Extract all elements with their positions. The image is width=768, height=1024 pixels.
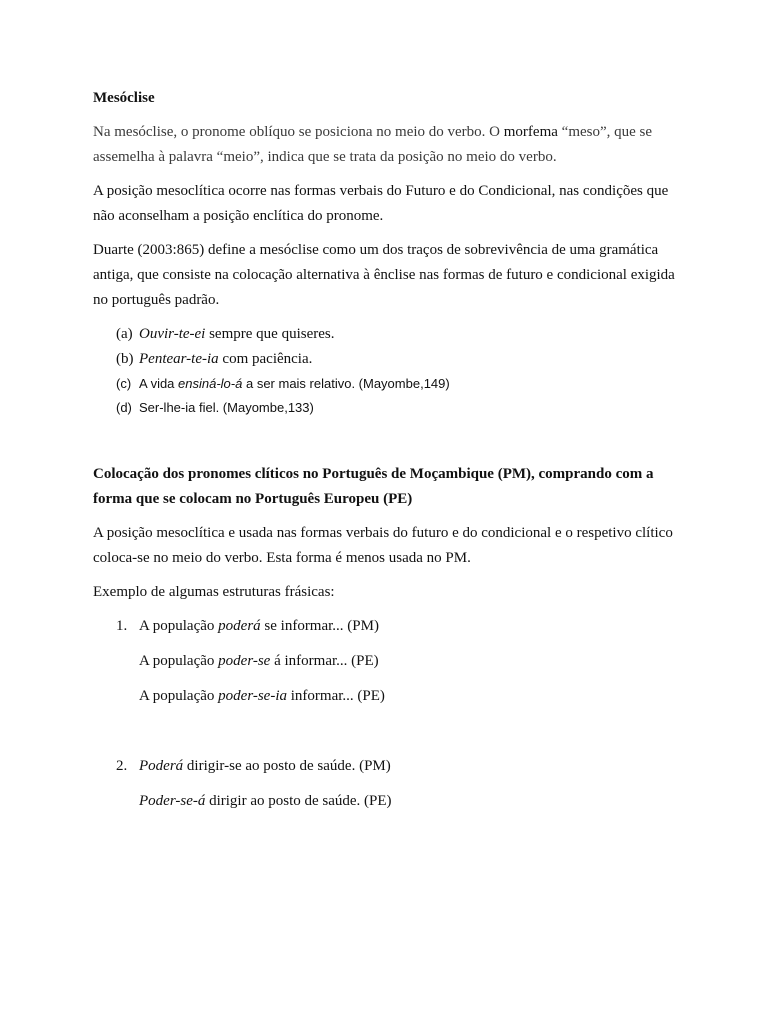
text-run: se informar... (PM) [260,618,379,634]
text-run: A vida [139,376,179,391]
paragraph-definition [93,120,683,170]
text-run: informar... (PE) [287,688,385,704]
text-run: A população [139,688,219,704]
numbered-item-1 [93,614,683,639]
spacer [93,719,683,754]
italic-text: poder-se-ia [218,688,288,704]
example-line [93,649,683,674]
italic-text: Ouvir-te-ei [139,326,206,342]
italic-text: ensiná-lo-á [178,376,243,391]
list-marker: 2. [116,758,128,774]
text-run: sempre que quiseres. [205,326,335,342]
spacer [93,420,683,462]
text-run: a ser mais relativo. (Mayombe,149) [242,376,450,391]
text-run: A população [139,653,219,669]
example-line [93,684,683,709]
numbered-item-2 [93,754,683,779]
text-run: á informar... (PE) [270,653,379,669]
section-title-mesoclise: Mesóclise [93,90,155,106]
paragraph-duarte: Duarte (2003:865) define a mesóclise como um dos traços de sobrevivência de uma gramática antiga, que consiste na colocação alternativa à ênclise nas formas de futuro e condicional exigida no português padrão. [93,242,675,308]
document-body [93,86,683,824]
link-morfema: morfema [503,124,558,140]
text-run: “meso”, que se assemelha à palavra “meio”, indica que se trata da posição no meio do verbo. [93,124,653,165]
example-line [93,789,683,814]
paragraph-position: A posição mesoclítica ocorre nas formas verbais do Futuro e do Condicional, nas condições que não aconselham a posição enclítica do pronome. [93,183,669,224]
list-item [93,372,683,396]
list-item [93,322,683,347]
italic-text: poderá [218,618,261,634]
text-run: Na mesóclise, o pronome oblíquo se posiciona no meio do verbo. O [93,124,504,140]
paragraph-mesoclitica: A posição mesoclítica e usada nas formas verbais do futuro e do condicional e o respetivo clítico coloca-se no meio do verbo. Esta forma é menos usada no PM. [93,525,673,566]
list-marker: (b) [116,351,134,367]
list-marker: (a) [116,326,133,342]
list-marker: (c) [116,376,132,391]
list-marker: 1. [116,618,128,634]
italic-text: Pentear-te-ia [139,351,219,367]
list-marker: (d) [116,400,132,415]
section-title-colocacao: Colocação dos pronomes clíticos no Português de Moçambique (PM), comprando com a forma que se colocam no Português Europeu (PE) [93,466,654,507]
paragraph-examples-intro: Exemplo de algumas estruturas frásicas: [93,584,335,600]
italic-text: Poderá [139,758,184,774]
text-run: Ser-lhe-ia fiel. (Mayombe,133) [139,400,314,415]
example-list-alpha [93,322,683,420]
list-item [93,396,683,420]
text-run: com paciência. [218,351,313,367]
list-item [93,347,683,372]
italic-text: Poder-se-á [139,793,206,809]
text-run: dirigir-se ao posto de saúde. (PM) [183,758,391,774]
italic-text: poder-se [218,653,271,669]
text-run: dirigir ao posto de saúde. (PE) [205,793,392,809]
text-run: A população [139,618,219,634]
